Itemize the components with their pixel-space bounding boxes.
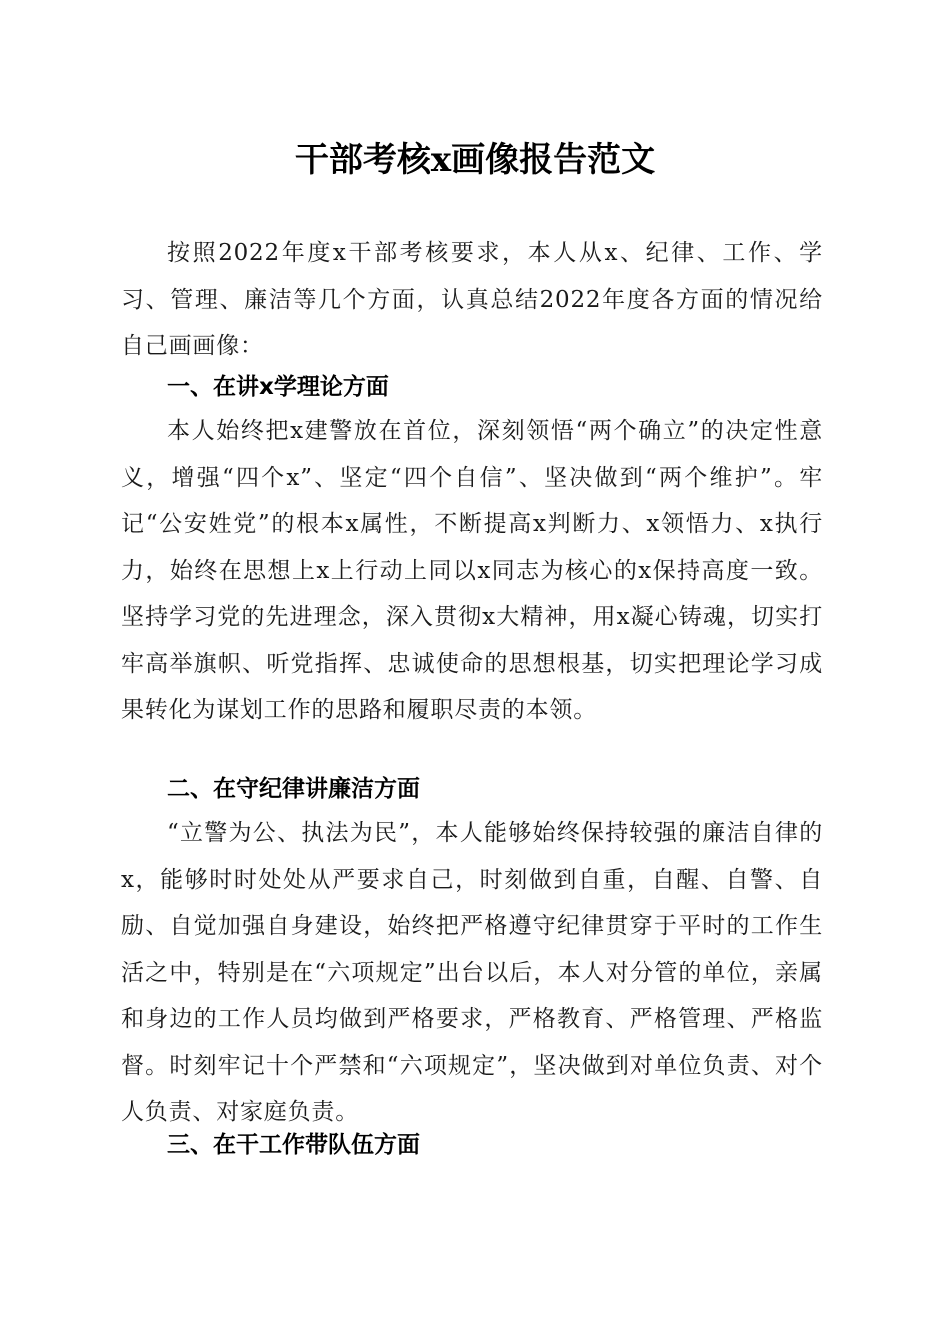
intro-paragraph: 按照2022年度x干部考核要求，本人从x、纪律、工作、学习、管理、廉洁等几个方面，认真总结2022年度各方面的情况给自己画画像： [121, 240, 823, 359]
section-heading-2: 二、在守纪律讲廉洁方面 [167, 776, 420, 802]
section-heading-3: 三、在干工作带队伍方面 [167, 1132, 420, 1158]
section-heading-1: 一、在讲x学理论方面 [167, 374, 389, 400]
section-paragraph-1: 本人始终把x建警放在首位，深刻领悟“两个确立”的决定性意义，增强“四个x”、坚定“四个自信”、坚决做到“两个维护”。牢记“公安姓党”的根本x属性，不断提高x判断力、x领悟力、x执行力，始终在思想上x上行动上同以x同志为核心的x保持高度一致。坚持学习党的先进理念，深入贯彻x大精神，用x凝心铸魂，切实打牢高举旗帜、听党指挥、忠诚使命的思想根基，切实把理论学习成果转化为谋划工作的思路和履职尽责的本领。 [121, 418, 823, 723]
section-paragraph-2: “立警为公、执法为民”，本人能够始终保持较强的廉洁自律的x，能够时时处处从严要求自己，时刻做到自重，自醒、自警、自励、自觉加强自身建设，始终把严格遵守纪律贯穿于平时的工作生活之中，特别是在“六项规定”出台以后，本人对分管的单位，亲属和身边的工作人员均做到严格要求，严格教育、严格管理、严格监督。时刻牢记十个严禁和“六项规定”，坚决做到对单位负责、对个人负责、对家庭负责。 [121, 820, 823, 1125]
document-title: 干部考核x画像报告范文 [294, 140, 656, 180]
